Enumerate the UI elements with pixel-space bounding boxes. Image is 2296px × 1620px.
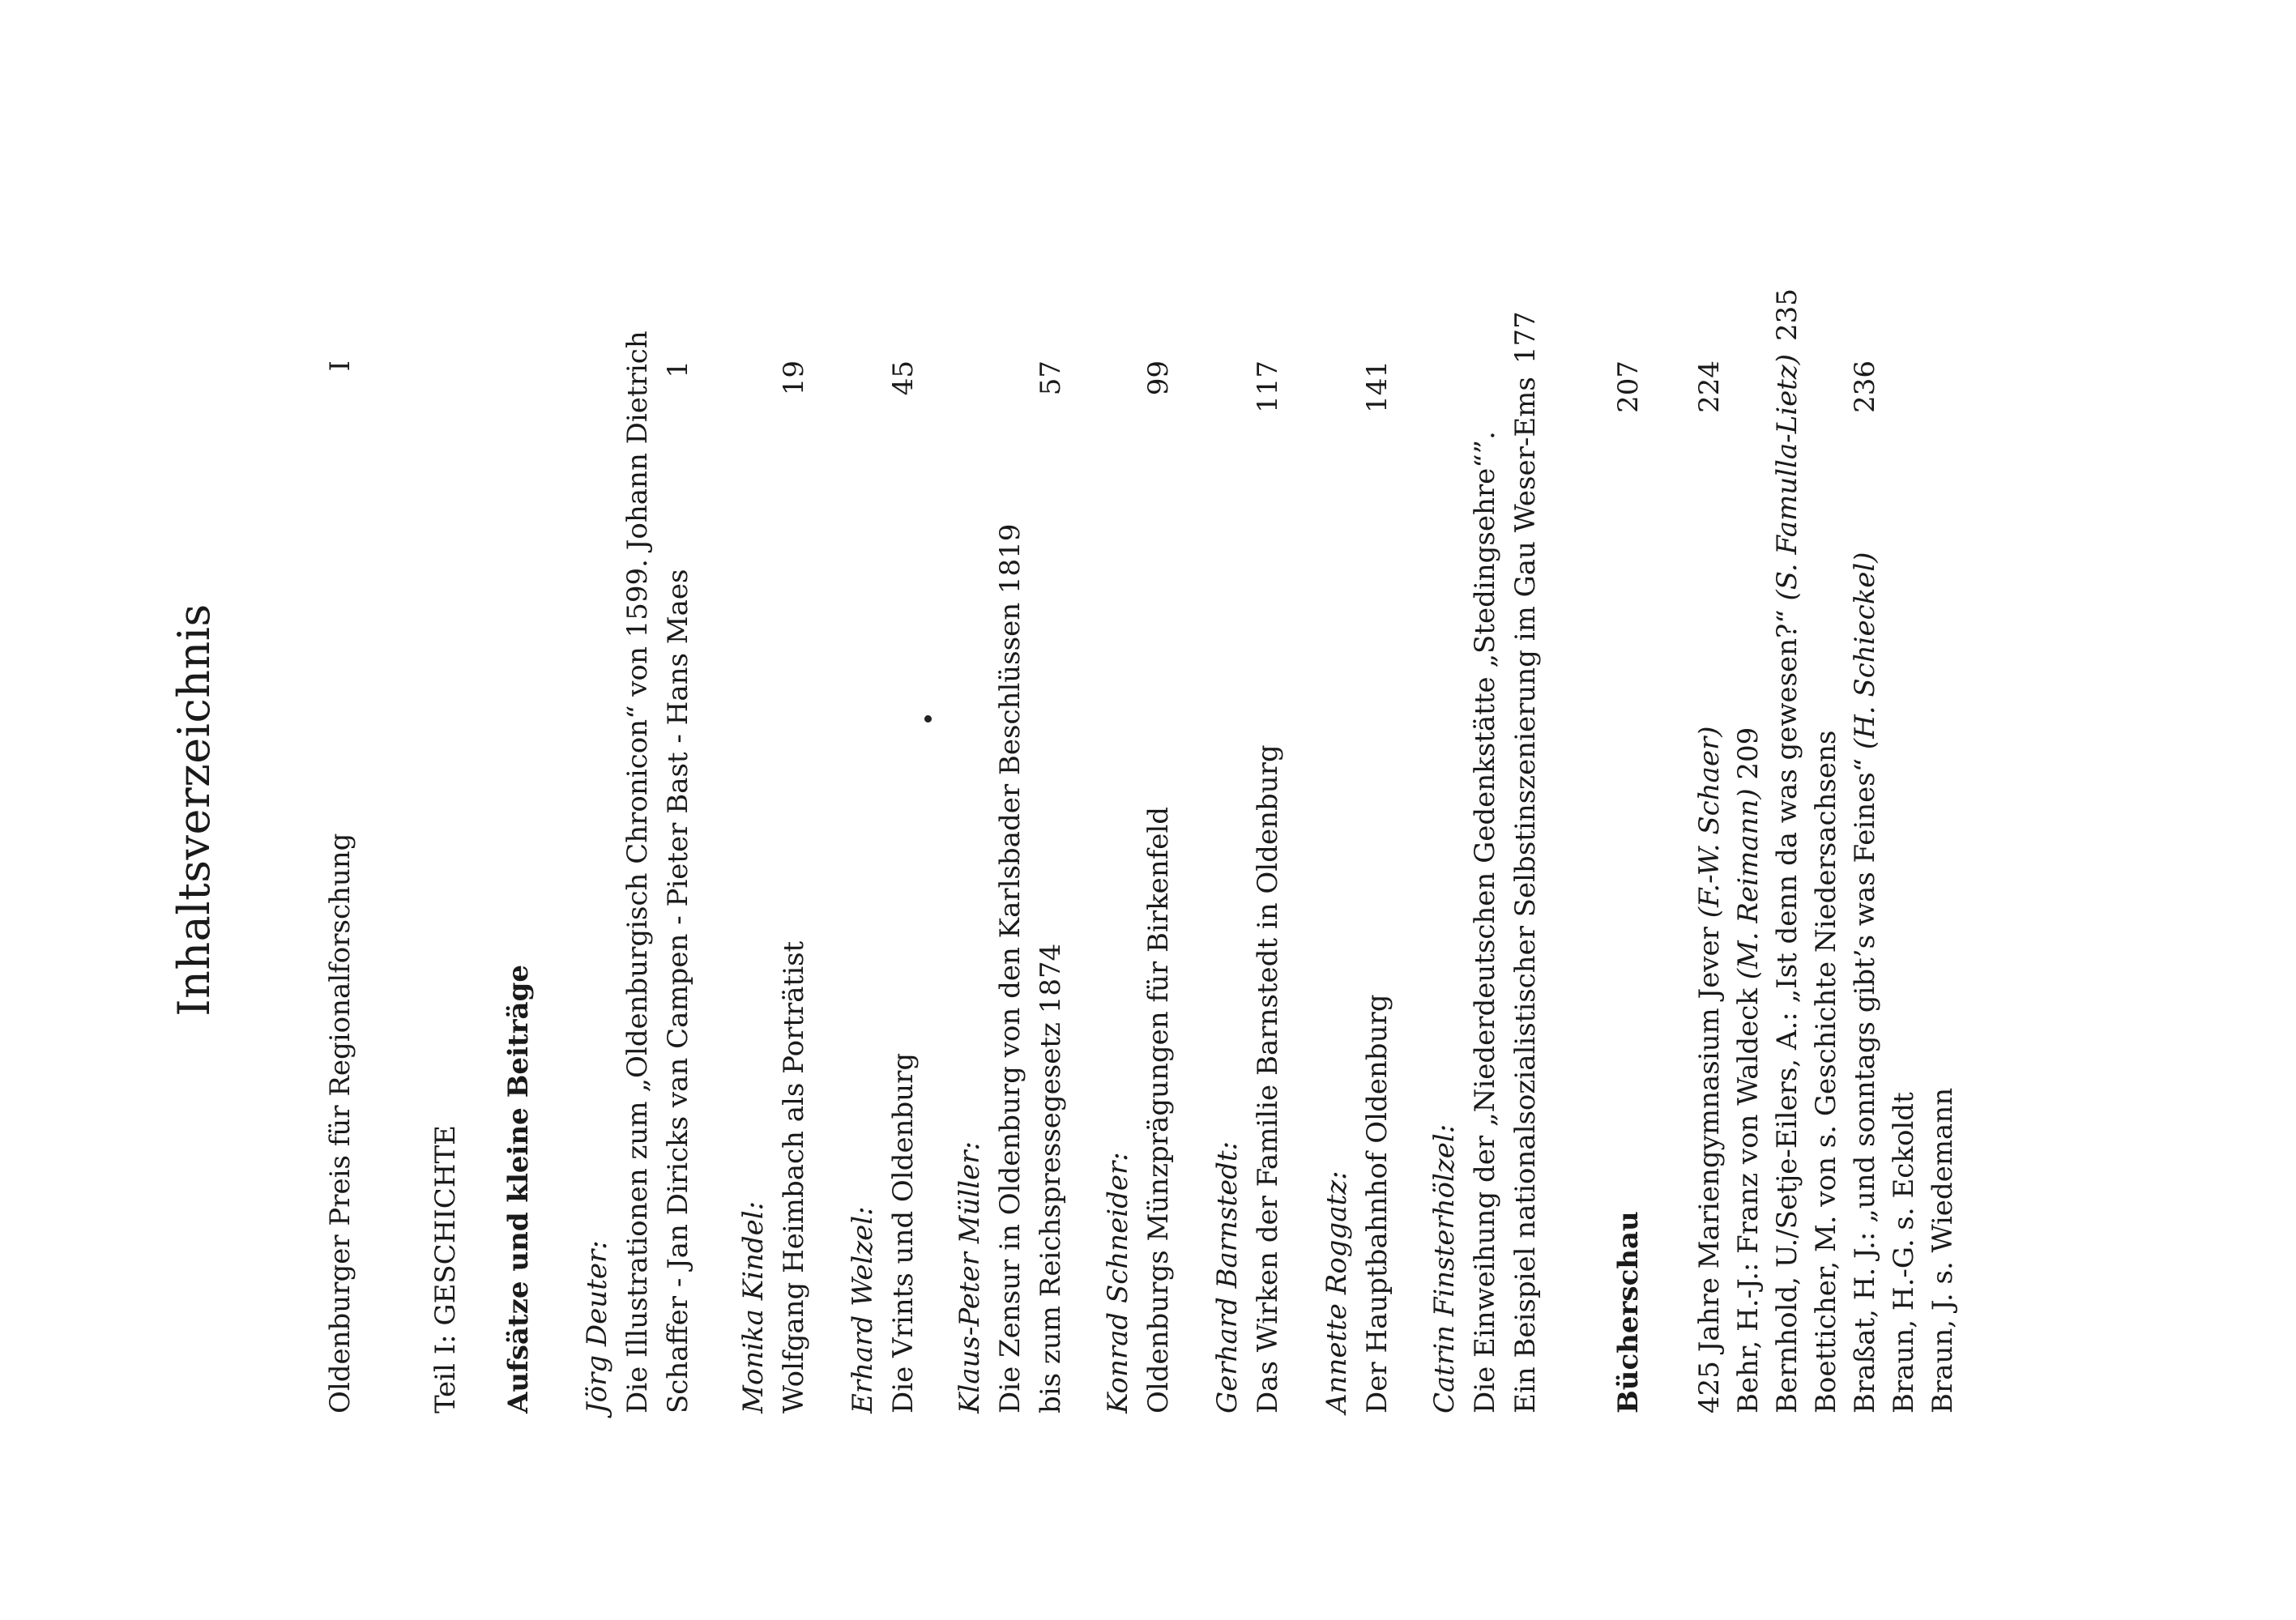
entry-title-line2: Schaffer - Jan Diricks van Campen - Pieter Bast - Hans Maes (662, 569, 694, 1413)
entry-title-line1: Die Zensur in Oldenburg von den Karlsbader Beschlüssen 1819 (994, 523, 1026, 1413)
page-number: 177 (1509, 311, 1542, 364)
review-text: Braun, H.-G. s. Eckoldt (1888, 1092, 1920, 1413)
page-number: 224 (1693, 360, 1726, 413)
dot-leader (659, 432, 687, 563)
toc-entry-text: Oldenburger Preis für Regionalforschung (324, 833, 356, 1413)
review-text: Bernhold, U./Setje-Eilers, A.: „Ist denn da was gewesen?“ (1771, 600, 1803, 1413)
reviewer: (F.-W. Schaer) (1693, 726, 1726, 919)
section-heading-buecherschau: Bücherschau (1612, 1211, 1645, 1413)
author: Jörg Deuter: (581, 1240, 613, 1413)
section-heading: Aufsätze und kleine Beiträge (502, 965, 535, 1413)
toc-entry-buecherschau (1608, 360, 1649, 1413)
page-number: 99 (1142, 360, 1175, 396)
review-entry (1845, 360, 1885, 1413)
page-number: I (324, 360, 356, 372)
dot-leader (1691, 432, 1718, 720)
review-entry (1923, 360, 1963, 1413)
review-text: Braun, J. s. Wiedemann (1927, 1087, 1959, 1413)
entry-title-line2: bis zum Reichspressegesetz 1874 (1035, 943, 1067, 1413)
dot-leader (1846, 432, 1874, 545)
reviewer: (H. Schieckel) (1849, 552, 1881, 750)
dot-leader (1140, 432, 1167, 800)
author: Gerhard Barnstedt: (1211, 1140, 1244, 1413)
author: Konrad Schneider: (1102, 1152, 1134, 1413)
review-text: Braßat, H. J.: „und sonntags gibt’s was Feines“ (1849, 749, 1881, 1413)
page-number: 141 (1361, 360, 1393, 413)
ink-speck (924, 715, 932, 723)
page-number: 207 (1612, 360, 1645, 413)
author: Erhard Welzel: (847, 1206, 879, 1413)
dot-leader (775, 432, 803, 935)
part-heading: Teil I: GESCHICHTE (429, 1125, 462, 1413)
review-text: Behr, H.-J.: Franz von Waldeck (1732, 979, 1765, 1413)
author: Annette Roggatz: (1321, 1170, 1353, 1413)
dot-leader (322, 432, 349, 827)
reviewer: (M. Reimann) (1732, 788, 1765, 980)
dot-leader (1610, 432, 1637, 1204)
page-number: 1 (662, 360, 694, 378)
toc-entry-schneider (1098, 360, 1179, 1413)
toc-entry-roggatz (1317, 360, 1398, 1413)
author: Catrin Finsterhölzel: (1428, 1123, 1461, 1413)
toc-entry-barnstedt (1207, 360, 1288, 1413)
toc-entry-deuter (577, 330, 698, 1413)
entry-title: Oldenburgs Münzprägungen für Birkenfeld (1142, 806, 1175, 1413)
author: Klaus-Peter Müller: (954, 1141, 986, 1413)
review-entry (1806, 360, 1846, 1413)
toc-entry-finsterhoelzel (1424, 311, 1546, 1413)
review-entry (1767, 288, 1807, 1413)
dot-leader (885, 432, 912, 1047)
entry-title: Das Wirken der Familie Barnstedt in Oldenburg (1252, 744, 1284, 1413)
review-text: 425 Jahre Mariengymnasium Jever (1693, 918, 1726, 1413)
author: Monika Kindel: (737, 1200, 770, 1413)
page-number: 235 (1771, 288, 1803, 341)
page-title: Inhaltsverzeichnis (169, 603, 220, 1017)
review-text: Boetticher, M. von s. Geschichte Niedersachsens (1810, 730, 1842, 1413)
dot-leader (1249, 432, 1277, 738)
entry-title-line2: Ein Beispiel nationalsozialistischer Selbstinszenierung im Gau Weser-Ems (1509, 377, 1542, 1413)
page-number: 45 (887, 360, 920, 396)
toc-entry-mueller (950, 360, 1071, 1413)
toc-entry-preis (320, 360, 361, 1413)
reviewer: (S. Famulla-Lietz) (1771, 353, 1803, 601)
entry-title: Wolfgang Heimbach als Porträtist (778, 940, 810, 1413)
review-entry (1728, 360, 1769, 1413)
page-number: 57 (1035, 360, 1067, 396)
page-number: 236 (1849, 360, 1881, 413)
dot-leader (1032, 432, 1060, 937)
page-number: 209 (1732, 727, 1765, 780)
entry-title-line1: Die Illustrationen zum „Oldenburgisch Chronicon“ von 1599. Johann Dietrich (621, 330, 654, 1413)
page-number: 117 (1252, 360, 1284, 413)
entry-title: Der Hauptbahnhof Oldenburg (1361, 994, 1393, 1413)
entry-title-line1: Die Einweihung der „Niederdeutschen Gedenkstätte „Stedingsehre“”. (1469, 431, 1501, 1413)
toc-entry-kindel (733, 360, 814, 1413)
dot-leader (1359, 432, 1386, 988)
toc-entry-welzel (843, 360, 924, 1413)
review-entry (1884, 360, 1924, 1413)
entry-title: Die Vrints und Oldenburg (887, 1052, 920, 1413)
review-entry (1689, 360, 1730, 1413)
page-number: 19 (778, 360, 810, 396)
